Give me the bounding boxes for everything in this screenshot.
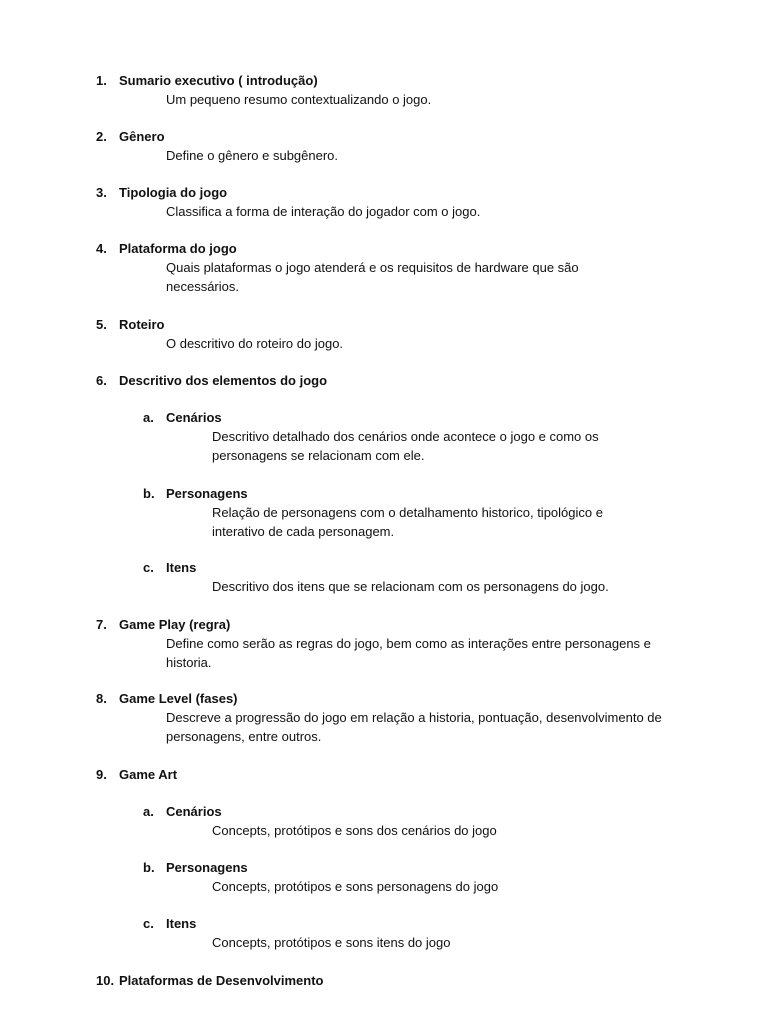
subsection-description: Concepts, protótipos e sons itens do jogo bbox=[212, 935, 451, 950]
subsection-letter: c. bbox=[143, 560, 154, 575]
subsection-description: Descritivo detalhado dos cenários onde acontece o jogo e como os personagens se relacionam com ele. bbox=[212, 429, 599, 463]
section-number: 4. bbox=[96, 241, 107, 256]
section-title: Tipologia do jogo bbox=[119, 185, 228, 200]
subsection-6a bbox=[143, 409, 703, 465]
section-number: 5. bbox=[96, 317, 107, 332]
subsection-letter: c. bbox=[143, 916, 154, 931]
section-number: 2. bbox=[96, 129, 107, 144]
section-10 bbox=[96, 972, 716, 990]
subsection-title: Cenários bbox=[166, 410, 222, 425]
section-description: Descreve a progressão do jogo em relação a historia, pontuação, desenvolvimento de personagens, entre outros. bbox=[166, 710, 662, 744]
section-description: Classifica a forma de interação do jogador com o jogo. bbox=[166, 204, 481, 219]
section-title: Game Play (regra) bbox=[119, 617, 231, 632]
section-description: Quais plataformas o jogo atenderá e os requisitos de hardware que são necessários. bbox=[166, 260, 579, 294]
subsection-6b bbox=[143, 485, 703, 541]
subsection-letter: a. bbox=[143, 804, 154, 819]
section-title: Sumario executivo ( introdução) bbox=[119, 73, 318, 88]
section-title: Game Art bbox=[119, 767, 178, 782]
subsection-6c bbox=[143, 559, 703, 596]
section-4 bbox=[96, 240, 716, 296]
section-number: 9. bbox=[96, 767, 107, 782]
section-number: 6. bbox=[96, 373, 107, 388]
section-number: 10. bbox=[96, 973, 115, 988]
section-9 bbox=[96, 766, 716, 784]
subsection-title: Itens bbox=[166, 560, 197, 575]
subsection-title: Cenários bbox=[166, 804, 222, 819]
section-number: 8. bbox=[96, 691, 107, 706]
section-title: Gênero bbox=[119, 129, 165, 144]
subsection-description: Concepts, protótipos e sons personagens do jogo bbox=[212, 879, 499, 894]
section-number: 7. bbox=[96, 617, 107, 632]
section-description: Define como serão as regras do jogo, bem como as interações entre personagens e historia. bbox=[166, 636, 651, 670]
section-1 bbox=[96, 72, 716, 109]
subsection-9a bbox=[143, 803, 703, 840]
subsection-9c bbox=[143, 915, 703, 952]
section-description: Um pequeno resumo contextualizando o jogo. bbox=[166, 92, 432, 107]
section-7 bbox=[96, 616, 716, 672]
section-title: Plataformas de Desenvolvimento bbox=[119, 973, 324, 988]
subsection-description: Relação de personagens com o detalhamento historico, tipológico e interativo de cada personagem. bbox=[212, 505, 603, 539]
subsection-description: Concepts, protótipos e sons dos cenários do jogo bbox=[212, 823, 497, 838]
subsection-title: Itens bbox=[166, 916, 197, 931]
subsection-title: Personagens bbox=[166, 860, 248, 875]
section-6 bbox=[96, 372, 716, 390]
subsection-letter: b. bbox=[143, 486, 155, 501]
subsection-9b bbox=[143, 859, 703, 896]
subsection-letter: b. bbox=[143, 860, 155, 875]
section-description: Define o gênero e subgênero. bbox=[166, 148, 339, 163]
subsection-letter: a. bbox=[143, 410, 154, 425]
section-5 bbox=[96, 316, 716, 353]
section-3 bbox=[96, 184, 716, 221]
subsection-title: Personagens bbox=[166, 486, 248, 501]
subsection-description: Descritivo dos itens que se relacionam com os personagens do jogo. bbox=[212, 579, 609, 594]
section-description: O descritivo do roteiro do jogo. bbox=[166, 336, 344, 351]
section-2 bbox=[96, 128, 716, 165]
section-title: Descritivo dos elementos do jogo bbox=[119, 373, 328, 388]
section-title: Plataforma do jogo bbox=[119, 241, 237, 256]
section-title: Game Level (fases) bbox=[119, 691, 238, 706]
section-number: 1. bbox=[96, 73, 107, 88]
section-title: Roteiro bbox=[119, 317, 165, 332]
section-number: 3. bbox=[96, 185, 107, 200]
section-8 bbox=[96, 690, 716, 746]
